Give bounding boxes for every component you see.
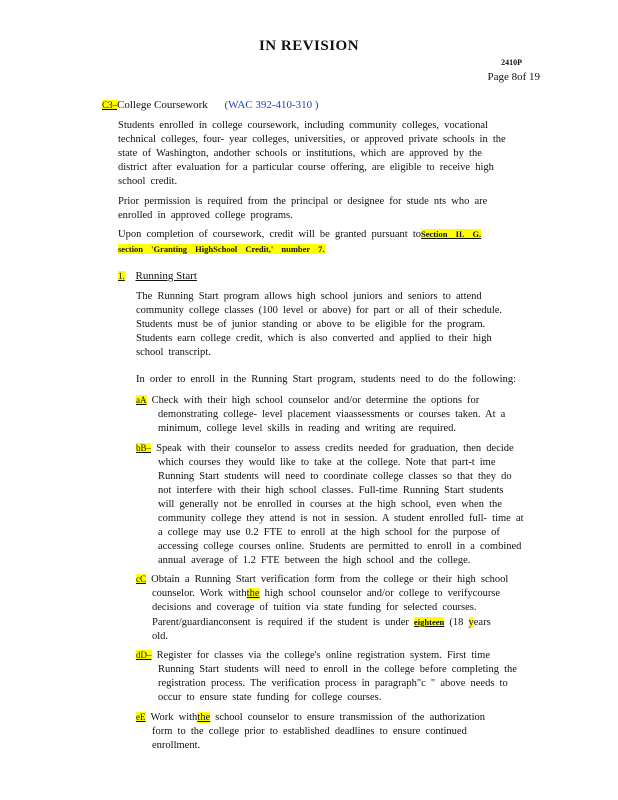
inserted-text-highlight: the	[246, 588, 260, 599]
running-start-heading	[118, 270, 197, 282]
text-line: school transcript.	[136, 347, 211, 358]
list-item-c	[136, 572, 508, 644]
text-line: community college classes (100 level or above) for part or all of their schedule.	[136, 305, 503, 316]
text-line: eE Work withthe school counselor to ensure transmission of the authorization	[136, 712, 485, 723]
text-line: which courses they would like to take at the college. Note that part-t ime	[158, 457, 496, 468]
text-line: accessing college courses online. Students are permitted to enroll in a combined	[158, 541, 522, 552]
document-number: 2410P	[501, 58, 522, 67]
text-line: a college may use 0.2 FTE to enroll at the high school for the purpose of	[158, 527, 500, 538]
text-line: Upon completion of coursework, credit will be granted pursuant toSection II. G.	[118, 229, 482, 240]
item-d-marker: dD–	[136, 650, 152, 660]
document-title: IN REVISION	[258, 38, 360, 54]
inserted-text-highlight: the	[197, 712, 211, 723]
text-line: Students earn college credit, which is also converted and applied to their high	[136, 333, 492, 344]
text-line: enrolled in approved college programs.	[118, 210, 293, 221]
section-c3-paragraph-2	[118, 195, 487, 223]
text-line: demonstrating college- level placement viaassessments or courses taken. At a	[158, 409, 506, 420]
running-start-marker: 1.	[118, 271, 125, 281]
list-item-d	[136, 648, 517, 705]
text-line: school credit.	[118, 176, 178, 187]
text-line: dD– Register for classes via the college's online registration system. First time	[136, 650, 490, 661]
text-line: will generally not be enrolled in courses at the high school, even when the	[158, 499, 502, 510]
text-line: old.	[152, 631, 169, 642]
running-start-title: Running Start	[135, 270, 197, 282]
item-b-marker: bB–	[136, 443, 152, 453]
section-c3-title: College Coursework	[117, 99, 208, 111]
text-line: Running Start students will need to coordinate college classes so that they do	[158, 471, 512, 482]
list-item-b	[136, 441, 524, 568]
item-e-marker: eE	[136, 712, 146, 722]
section-c3-paragraph-1	[118, 119, 506, 189]
text-line: Students enrolled in college coursework, including community colleges, vocational	[118, 120, 488, 131]
list-item-e	[136, 710, 485, 753]
section-c3-paragraph-3	[118, 227, 481, 257]
text-line: minimum, college level skills in reading and writing are required.	[158, 423, 457, 434]
text-line: form to the college prior to established deadlines to ensure continued	[152, 726, 467, 737]
wac-reference: (WAC 392-410-310 )	[224, 99, 319, 111]
text-line: cC Obtain a Running Start verification form from the college or their high school	[136, 574, 509, 585]
list-item-a	[136, 393, 505, 436]
text-line: bB– Speak with their counselor to assess credits needed for graduation, then decide	[136, 443, 514, 454]
section-c3-marker: C3–	[102, 100, 118, 110]
inserted-text-highlight: eighteen	[414, 617, 445, 627]
text-line: technical colleges, four- year colleges, universities, or approved private schools in the	[118, 134, 506, 145]
inserted-text-highlight: y	[468, 617, 474, 628]
text-line: Running Start students will need to enroll in the college before completing the	[158, 664, 517, 675]
section-cross-reference-continued: section 'Granting HighSchool Credit,' number 7.	[118, 244, 325, 254]
text-line: Parent/guardianconsent is required if the student is under eighteen (18 years	[152, 617, 491, 628]
text-line: The Running Start program allows high school juniors and seniors to attend	[136, 291, 482, 302]
text-line: registration process. The verification process in paragraph"c " above needs to	[158, 678, 508, 689]
text-line: occur to ensure state funding for college courses.	[158, 692, 382, 703]
section-cross-reference: Section II. G.	[421, 229, 482, 239]
item-c-marker: cC	[136, 574, 146, 584]
text-line: state of Washington, andother schools or institutions, which are approved by the	[118, 148, 482, 159]
running-start-paragraph	[136, 290, 502, 360]
text-line: aA Check with their high school counselor and/or determine the options for	[136, 395, 480, 406]
text-line: Prior permission is required from the principal or designee for stude nts who are	[118, 196, 488, 207]
page-number: Page 8of 19	[487, 71, 540, 83]
section-c3-heading	[102, 99, 319, 111]
text-line: decisions and coverage of tuition via state funding for selected courses.	[152, 602, 477, 613]
text-line	[118, 242, 481, 257]
item-a-marker: aA	[136, 395, 147, 405]
text-line: community college they attend is not in session. A student enrolled full- time at	[158, 513, 524, 524]
text-line: counselor. Work withthe high school counselor and/or college to verifycourse	[152, 588, 501, 599]
running-start-intro: In order to enroll in the Running Start program, students need to do the following:	[136, 374, 516, 385]
text-line: annual average of 1.2 FTE between the high school and the college.	[158, 555, 471, 566]
text-line: not interfere with their high school classes. Full-time Running Start students	[158, 485, 504, 496]
text-line: Students must be of junior standing or above to be eligible for the program.	[136, 319, 486, 330]
text-line: enrollment.	[152, 740, 201, 751]
text-line: district after evaluation for a particular course offering, are eligible to receive high	[118, 162, 494, 173]
